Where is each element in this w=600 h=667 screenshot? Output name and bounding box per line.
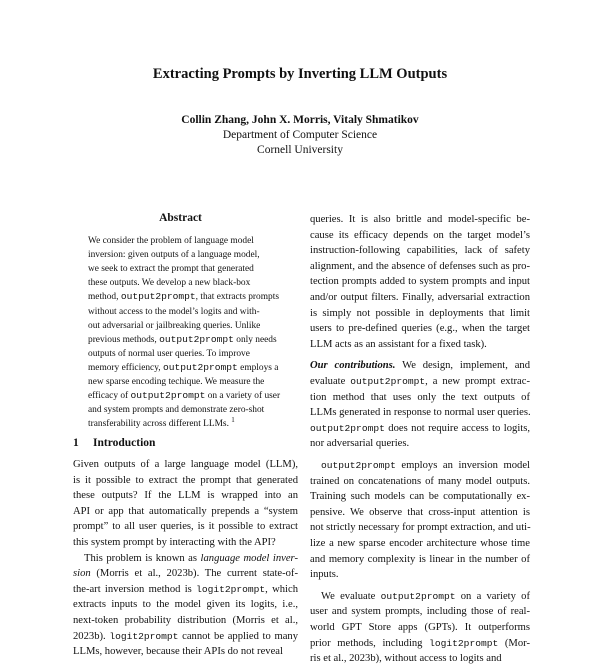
- text-run: pensive. We observe that cross-input attention is: [310, 506, 530, 518]
- body-line: [310, 604, 530, 620]
- abstract-line: [88, 276, 278, 290]
- text-run: LLM acts as an assistant for a fixed task).: [310, 338, 487, 350]
- abstract-line: [88, 234, 278, 248]
- text-run: Training such models can be computationally ex-: [310, 491, 530, 503]
- text-run: , which: [265, 583, 298, 595]
- body-line: [73, 597, 298, 613]
- abstract-line: [88, 333, 278, 347]
- text-run: previous methods,: [88, 334, 160, 345]
- text-run: transferability across different LLMs.: [88, 419, 232, 430]
- paper-authors: Collin Zhang, John X. Morris, Vitaly Shmatikov: [181, 114, 419, 126]
- text-run: and system prompts and demonstrate zero-shot: [88, 405, 265, 416]
- text-run: extracts inputs to the model given its logits, i.e.,: [73, 599, 298, 611]
- abstract-line: [88, 403, 278, 417]
- section-number: 1: [73, 437, 79, 449]
- body-line: [310, 405, 530, 421]
- section-heading: [73, 437, 155, 449]
- text-run: lize a new sparse encoder architecture whose time: [310, 538, 530, 549]
- text-run: world GPT Store apps (GPTs). It outperforms: [310, 622, 530, 633]
- text-run: We evaluate: [321, 590, 381, 602]
- body-line: [73, 519, 298, 535]
- text-run: evaluate: [310, 376, 351, 387]
- body-line: [310, 636, 530, 652]
- abstract-line: [88, 290, 278, 304]
- text-run: out adversarial or jailbreaking queries. Unlike: [88, 320, 261, 331]
- body-line: [310, 421, 530, 437]
- body-line: [73, 504, 298, 520]
- body-line: [310, 589, 530, 605]
- body-line: [310, 536, 530, 552]
- body-line: [310, 259, 530, 275]
- text-run: trained on concatenations of many model outputs.: [310, 475, 530, 487]
- abstract-line: [88, 361, 278, 375]
- text-run: employs an inversion model: [395, 460, 530, 471]
- body-line: [310, 212, 530, 228]
- text-run: and/or output filters. Finally, adversarial extraction: [310, 292, 530, 303]
- abstract-line: [88, 375, 278, 389]
- text-run: , that extracts prompts: [195, 292, 279, 303]
- text-run: these outputs. We develop a new black-box: [88, 278, 251, 289]
- body-line: [73, 551, 298, 567]
- italic-term: sion: [73, 568, 91, 580]
- body-line: [73, 566, 298, 582]
- author-department: Department of Computer Science: [222, 129, 378, 141]
- abstract-line: [88, 347, 278, 361]
- text-run: user and system prompts, including those of real-: [310, 606, 530, 618]
- abstract-line: [88, 389, 281, 403]
- text-run: API or app that automatically prepends a “system: [73, 505, 298, 517]
- text-run: ris et al., 2023b), without access to logits and: [310, 653, 502, 665]
- text-run: This problem is known as: [84, 552, 201, 564]
- abstract-line: [88, 262, 278, 276]
- body-line: [310, 243, 530, 259]
- text-run: does not require access to logits,: [384, 422, 530, 434]
- body-line: [73, 582, 298, 598]
- text-run: on a variety of user: [205, 391, 281, 402]
- body-line: [310, 337, 530, 353]
- code-name: logit2prompt: [196, 583, 266, 595]
- text-run: next-token probability distribution (Morris et al.,: [73, 615, 298, 626]
- text-run: prompt” to all user queries, is it possible to extract: [73, 521, 298, 533]
- text-run: tection prompts added to system prompts and input: [310, 276, 530, 288]
- text-run: efficacy of: [88, 391, 131, 402]
- text-run: the-art inversion method is: [73, 583, 197, 595]
- body-line: [310, 358, 530, 374]
- paragraph-lead: Our contributions.: [310, 360, 396, 372]
- body-line: [73, 488, 298, 504]
- text-run: nor adversarial queries.: [310, 438, 410, 450]
- text-run: we seek to extract the prompt that generated: [88, 264, 254, 275]
- text-run: cannot be applied to many: [178, 630, 299, 642]
- text-run: alignment, and the absence of defenses such as pro-: [310, 260, 530, 272]
- text-run: tion method that uses only the text outputs of: [310, 391, 530, 403]
- paper-title: Extracting Prompts by Inverting LLM Outputs: [152, 66, 448, 82]
- body-line: [310, 228, 530, 244]
- code-name: output2prompt: [162, 361, 238, 373]
- body-line: [310, 321, 530, 337]
- abstract-heading: Abstract: [159, 212, 202, 224]
- text-run: and memory complexity is linear in the number of: [310, 553, 530, 565]
- body-line: [73, 629, 298, 645]
- code-name: output2prompt: [120, 291, 196, 303]
- text-run: queries. It is also brittle and model-specific be-: [310, 214, 530, 225]
- body-line: [310, 436, 530, 452]
- text-run: these outputs? If the LLM is wrapped into an: [73, 490, 298, 502]
- text-run: inputs.: [310, 569, 339, 581]
- code-name: output2prompt: [350, 376, 426, 387]
- text-run: without access to the model’s logits and with-: [88, 306, 260, 317]
- section-title: Introduction: [93, 437, 156, 449]
- text-run: (Mor-: [498, 637, 530, 649]
- italic-term: language model inver-: [200, 552, 298, 564]
- text-run: 2023b).: [73, 630, 110, 642]
- abstract-line: [88, 319, 278, 333]
- text-run: this system prompt by interacting with the API?: [73, 537, 276, 548]
- footnote-mark: 1: [231, 416, 235, 425]
- author-university: Cornell University: [257, 144, 343, 156]
- code-name: output2prompt: [380, 590, 456, 602]
- body-line: [310, 290, 530, 306]
- code-name: output2prompt: [321, 460, 396, 471]
- code-name: logit2prompt: [429, 637, 499, 649]
- text-run: method,: [88, 292, 121, 303]
- body-line: [310, 458, 530, 474]
- text-run: We design, implement, and: [395, 360, 530, 372]
- text-run: (Morris et al., 2023b). The current state-of-: [90, 568, 298, 580]
- body-line: [310, 374, 530, 390]
- body-line: [73, 613, 298, 629]
- abstract-line: [88, 248, 278, 262]
- text-run: We consider the problem of language model: [88, 236, 254, 246]
- text-run: prior methods, including: [310, 637, 430, 649]
- abstract-line: [88, 417, 278, 431]
- text-run: outputs of normal user queries. To improve: [88, 348, 250, 359]
- text-run: is it possible to extract the prompt that generated: [73, 474, 298, 486]
- text-run: not strictly necessary for prompt extraction, and uti-: [310, 522, 531, 534]
- body-line: [310, 474, 530, 490]
- body-line: [310, 274, 530, 290]
- body-line: [73, 473, 298, 489]
- text-run: LLMs, however, because their APIs do not reveal: [73, 646, 283, 658]
- text-run: inversion: given outputs of a language model,: [88, 250, 260, 261]
- text-run: employs a: [237, 362, 279, 373]
- code-name: output2prompt: [159, 333, 234, 345]
- body-line: [310, 489, 530, 505]
- text-run: memory efficiency,: [88, 362, 163, 373]
- text-run: is simply not possible in deployments that limit: [310, 307, 530, 319]
- body-line: [310, 552, 530, 568]
- text-run: users to pre-defined queries (e.g., when the target: [310, 323, 530, 335]
- body-line: [73, 644, 298, 660]
- text-run: LLMs generated in response to normal user queries.: [310, 407, 531, 419]
- text-run: only needs: [233, 334, 277, 345]
- body-line: [310, 620, 530, 636]
- body-line: [310, 505, 530, 521]
- body-line: [310, 567, 530, 583]
- abstract-line: [88, 305, 278, 319]
- text-run: Given outputs of a large language model (LLM),: [73, 459, 298, 470]
- text-run: instruction-following capabilities, lack of safety: [310, 245, 530, 257]
- body-line: [310, 520, 530, 536]
- body-line: [73, 457, 298, 473]
- code-name: logit2prompt: [109, 630, 179, 642]
- body-line: [310, 651, 530, 667]
- text-run: on a variety of: [455, 590, 530, 602]
- text-run: cause its efficacy depends on the target model’s: [310, 229, 530, 241]
- code-name: output2prompt: [310, 422, 385, 434]
- text-run: , a new prompt extrac-: [425, 376, 530, 387]
- body-line: [310, 390, 530, 406]
- text-run: new sparse encoding techique. We measure the: [88, 377, 265, 387]
- body-line: [73, 535, 298, 551]
- code-name: output2prompt: [130, 390, 206, 402]
- body-line: [310, 306, 530, 322]
